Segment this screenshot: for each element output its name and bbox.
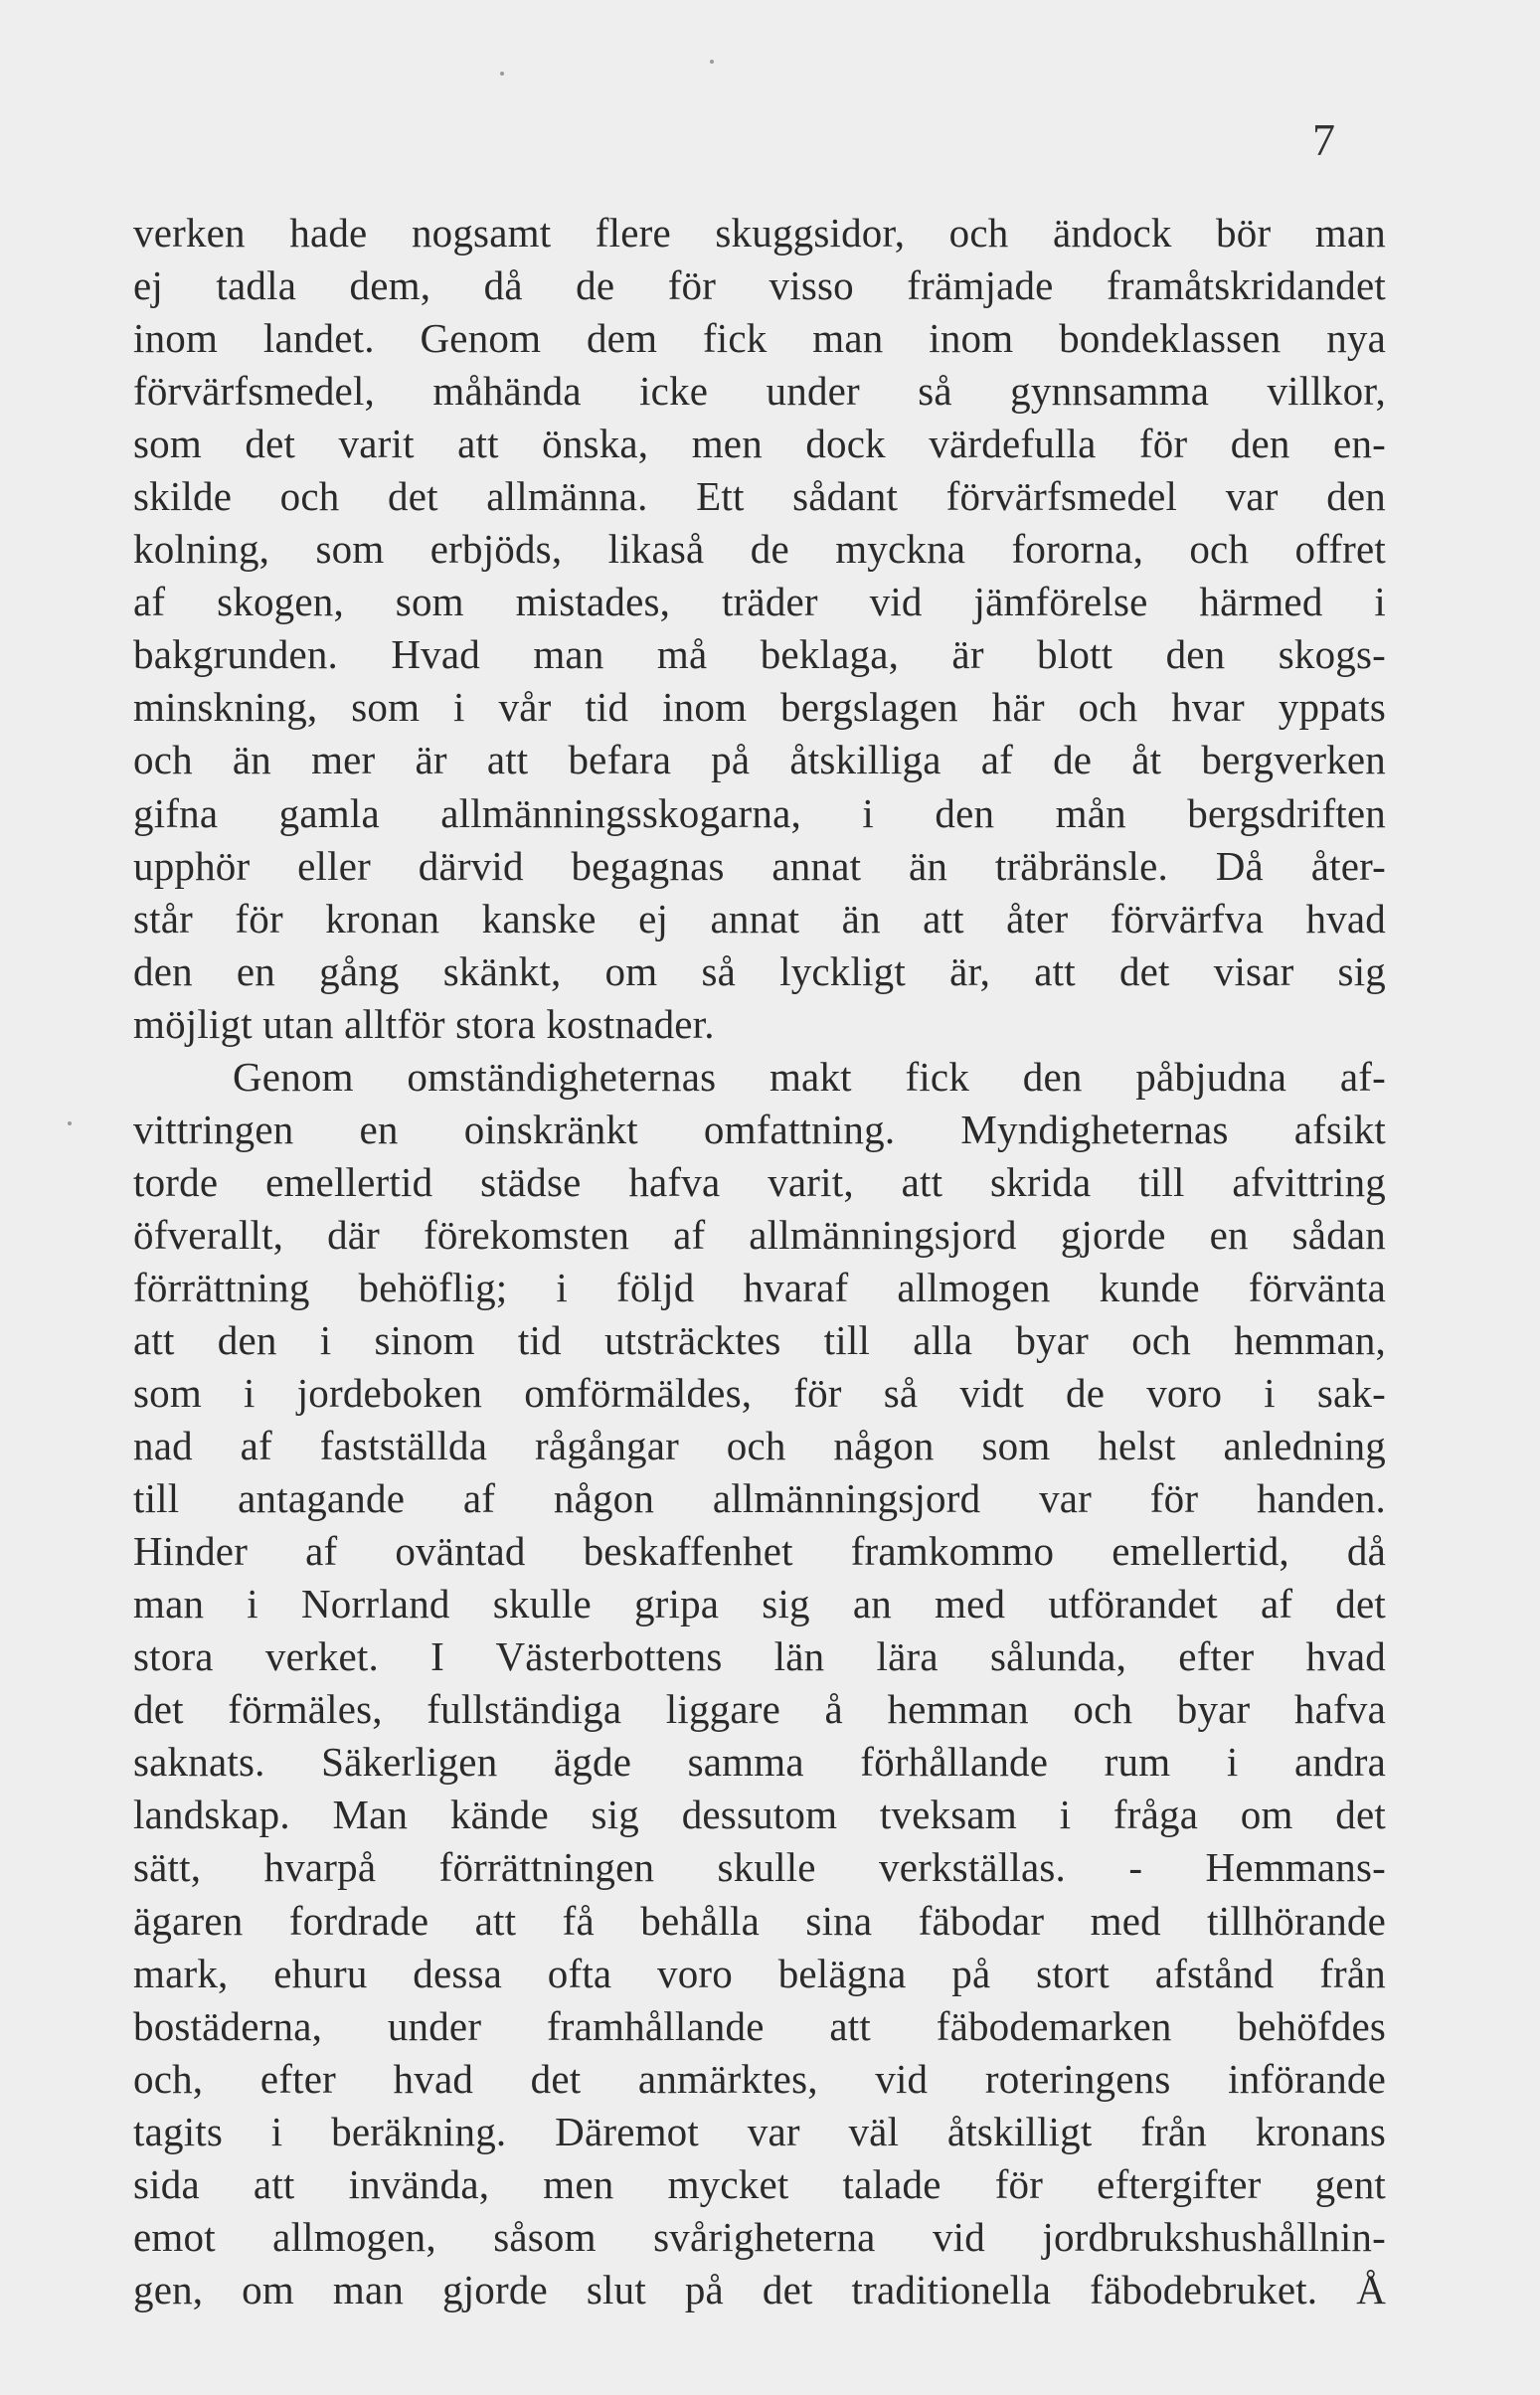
text-line: stora verket. I Västerbottens län lära sålunda, efter hvad bbox=[133, 1633, 1386, 1680]
text-line: skilde och det allmänna. Ett sådant förvärfsmedel var den bbox=[133, 473, 1386, 520]
text-line: förrättning behöflig; i följd hvaraf allmogen kunde förvänta bbox=[133, 1264, 1386, 1310]
text-line: bostäderna, under framhållande att fäbodemarken behöfdes bbox=[133, 2002, 1386, 2049]
text-line: tagits i beräkning. Däremot var väl åtskilligt från kronans bbox=[133, 2108, 1386, 2154]
text-line: står för kronan kanske ej annat än att åter förvärfva hvad bbox=[133, 895, 1386, 941]
text-line: den en gång skänkt, om så lyckligt är, att det visar sig bbox=[133, 947, 1386, 994]
text-line: vittringen en oinskränkt omfattning. Myndigheternas afsikt bbox=[133, 1106, 1386, 1152]
text-line: af skogen, som mistades, träder vid jämförelse härmed i bbox=[133, 579, 1386, 625]
text-line: Hinder af oväntad beskaffenhet framkommo emellertid, då bbox=[133, 1528, 1386, 1575]
text-line: sida att invända, men mycket talade för eftergifter gent bbox=[133, 2160, 1386, 2207]
text-line: bakgrunden. Hvad man må beklaga, är blott den skogs- bbox=[133, 631, 1386, 678]
paper-speck bbox=[710, 60, 714, 64]
text-line: Genom omständigheternas makt fick den påbjudna af- bbox=[233, 1053, 1386, 1100]
text-line: gen, om man gjorde slut på det traditionella fäbodebruket. Å bbox=[133, 2266, 1386, 2312]
text-line: öfverallt, där förekomsten af allmänningsjord gjorde en sådan bbox=[133, 1211, 1386, 1258]
text-line: torde emellertid städse hafva varit, att skrida till afvittring bbox=[133, 1158, 1386, 1205]
text-line: och, efter hvad det anmärktes, vid roteringens införande bbox=[133, 2055, 1386, 2102]
paper-speck bbox=[68, 1121, 72, 1125]
text-line: sätt, hvarpå förrättningen skulle verkställas. - Hemmans- bbox=[133, 1844, 1386, 1891]
text-line: nad af fastställda rågångar och någon som helst anledning bbox=[133, 1423, 1386, 1469]
text-line: man i Norrland skulle gripa sig an med utförandet af det bbox=[133, 1581, 1386, 1627]
text-line: ägaren fordrade att få behålla sina fäbodar med tillhörande bbox=[133, 1897, 1386, 1944]
text-line: gifna gamla allmänningsskogarna, i den mån bergsdriften bbox=[133, 789, 1386, 836]
text-line: det förmäles, fullständiga liggare å hemman och byar hafva bbox=[133, 1686, 1386, 1733]
text-line: förvärfsmedel, måhända icke under så gynnsamma villkor, bbox=[133, 368, 1386, 415]
text-line: som i jordeboken omförmäldes, för så vidt de voro i sak- bbox=[133, 1370, 1386, 1417]
text-line: möjligt utan alltför stora kostnader. bbox=[133, 1000, 715, 1047]
text-line: ej tadla dem, då de för visso främjade framåtskridandet bbox=[133, 262, 1386, 309]
text-line: kolning, som erbjöds, likaså de myckna fororna, och offret bbox=[133, 526, 1386, 573]
text-line: emot allmogen, såsom svårigheterna vid jordbrukshushållnin- bbox=[133, 2213, 1386, 2260]
body-text bbox=[133, 207, 1386, 2316]
text-line: upphör eller därvid begagnas annat än träbränsle. Då åter- bbox=[133, 842, 1386, 889]
page-number: 7 bbox=[1312, 114, 1335, 165]
text-line: mark, ehuru dessa ofta voro belägna på stort afstånd från bbox=[133, 1950, 1386, 1996]
text-line: som det varit att önska, men dock värdefulla för den en- bbox=[133, 421, 1386, 467]
text-line: saknats. Säkerligen ägde samma förhållande rum i andra bbox=[133, 1739, 1386, 1786]
text-line: minskning, som i vår tid inom bergslagen här och hvar yppats bbox=[133, 684, 1386, 731]
text-line: att den i sinom tid utsträcktes till alla byar och hemman, bbox=[133, 1316, 1386, 1363]
paper-speck bbox=[500, 72, 504, 76]
text-line: landskap. Man kände sig dessutom tveksam i fråga om det bbox=[133, 1792, 1386, 1838]
text-line: inom landet. Genom dem fick man inom bondeklassen nya bbox=[133, 315, 1386, 362]
text-line: verken hade nogsamt flere skuggsidor, och ändock bör man bbox=[133, 210, 1386, 256]
text-line: till antagande af någon allmänningsjord var för handen. bbox=[133, 1475, 1386, 1522]
text-line: och än mer är att befara på åtskilliga af de åt bergverken bbox=[133, 737, 1386, 783]
